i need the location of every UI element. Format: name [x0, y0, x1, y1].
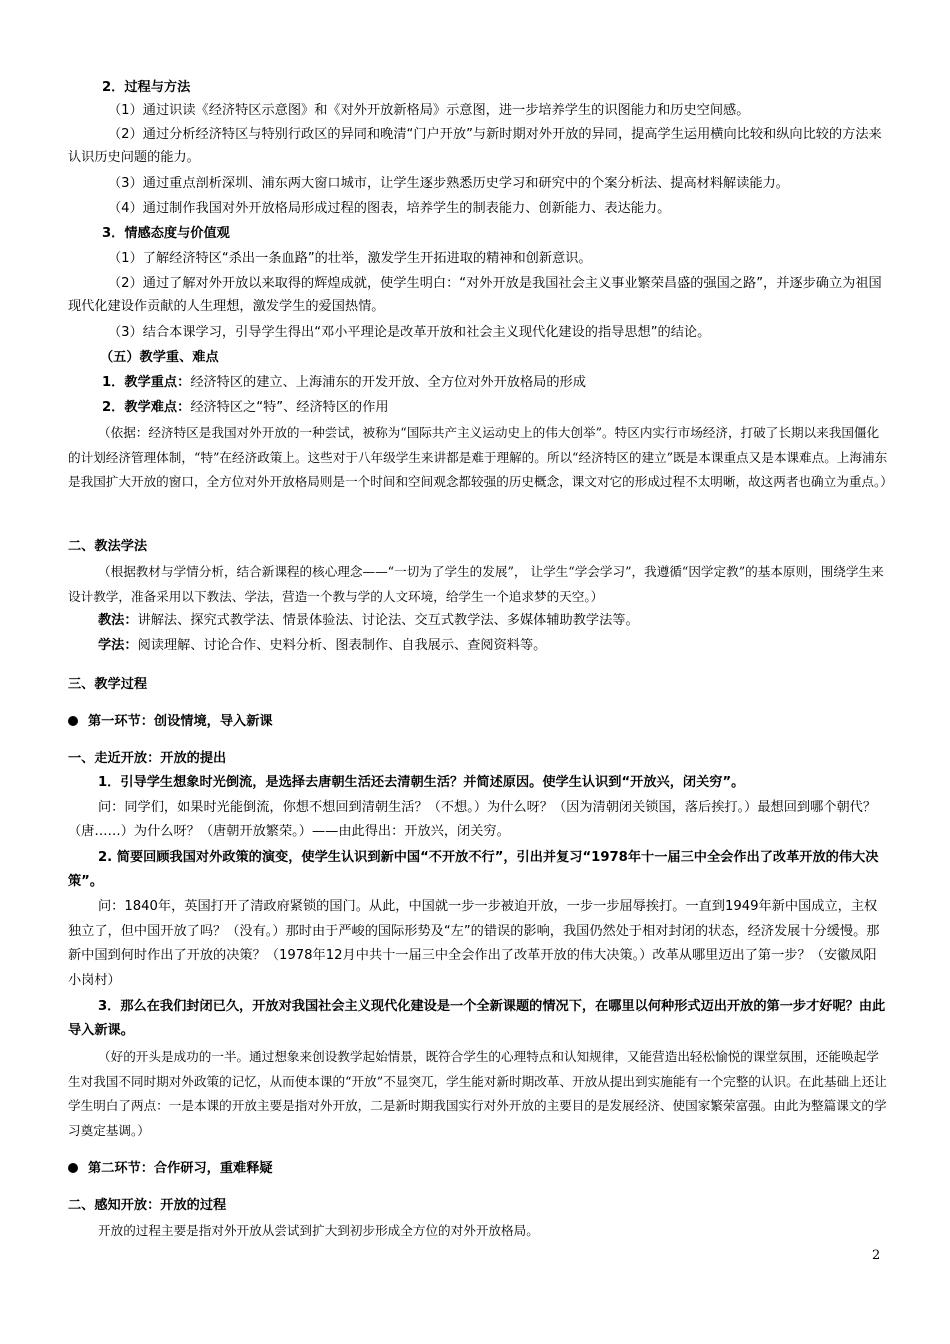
basis-note: （依据：经济特区是我国对外开放的一种尝试，被称为“国际共产主义运动史上的伟大创举”。特区内实行市场经济，打破了长期以来我国僵化的计划经济管理体制，“特”在经济政策上。这些对于八年级学生来讲都是难于理解的。所以“经济特区的建立”既是本课重点又是本课难点。上海浦东是我国扩大开放的窗口，全方位对外开放格局则是一个时间和空间观念都较强的历史概念，课文对它的形成过程不太明晰，故这两者也确立为重点。） [68, 425, 893, 489]
stage-1-title: 第一环节：创设情境，导入新课 [88, 714, 273, 729]
section-heading-methods: 二、教法学法 [68, 539, 148, 554]
stage-1-line [68, 710, 888, 733]
teaching-methods-text: 讲解法、探究式教学法、情景体验法、讨论法、交互式教学法、多媒体辅助教学法等。 [137, 613, 639, 628]
key-points-label: 1．教学重点： [102, 375, 191, 390]
key-points-line [102, 371, 888, 394]
methods-note: （根据教材与学情分析，结合新课程的核心理念——“一切为了学生的发展”， 让学生“学会学习”，我遵循“因学定教”的基本原则，围绕学生来设计教学，准备采用以下教法、学法，营造一个教与学的人文环境，给学生一个追求梦的天空。） [68, 564, 884, 604]
question-2: 2. 简要回顾我国对外政策的演变，使学生认识到新中国“不开放不行”，引出并复习“1978年十一届三中全会作出了改革开放的伟大决策”。 [68, 850, 879, 889]
stage-2-line [68, 1157, 888, 1180]
section-heading-process: 三、教学过程 [68, 677, 148, 692]
question-1: 1．引导学生想象时光倒流，是选择去唐朝生活还去清朝生活？并简述原因。使学生认识到“开放兴，闭关穷”。 [98, 775, 745, 790]
difficult-points-line [102, 396, 888, 419]
key-points-text: 经济特区的建立、上海浦东的开发开放、全方位对外开放格局的形成 [190, 375, 586, 390]
section-heading-process-method: 2．过程与方法 [102, 80, 191, 95]
difficult-points-text: 经济特区之“特”、经济特区的作用 [190, 400, 389, 415]
question-2-dialog: 问：1840年，英国打开了清政府紧锁的国门。从此，中国就一步一步被迫开放，一步一步屈辱挨打。一直到1949年新中国成立，主权独立了，但中国开放了吗？（没有。）那时由于严峻的国际形势及“左”的错误的影响，我国仍然处于相对封闭的状态，经济发展十分缓慢。那新中国到何时作出了开放的决策？（1978年12月中共十一届三中全会作出了改革开放的伟大决策。）改革从哪里迈出了第一步？（安徽凤阳小岗村） [68, 899, 880, 988]
question-3-note: （好的开头是成功的一半。通过想象来创设教学起始情景，既符合学生的心理特点和认知规律，又能营造出轻松愉悦的课堂氛围，还能唤起学生对我国不同时期对外政策的记忆，从而使本课的“开放”不显突兀，学生能对新时期改革、开放从提出到实施能有一个完整的认识。在此基础上还让学生明白了两点：一是本课的开放主要是指对外开放，二是新时期我国实行对外开放的主要目的是发展经济、使国家繁荣富强。由此为整篇课文的学习奠定基调。） [68, 1049, 887, 1138]
part-2-text: 开放的过程主要是指对外开放从尝试到扩大到初步形成全方位的对外开放格局。 [98, 1223, 539, 1238]
teaching-methods-line [98, 609, 888, 632]
page-number: 2 [872, 1248, 881, 1263]
question-1-dialog: 问：同学们，如果时光能倒流，你想不想回到清朝生活？（不想。）为什么呀？（因为清朝闭关锁国，落后挨打。）最想回到哪个朝代？（唐……）为什么呀？（唐朝开放繁荣。）——由此得出：开放兴，闭关穷。 [68, 800, 877, 839]
part-2-heading: 二、感知开放：开放的过程 [68, 1198, 227, 1213]
section-heading-values: 3．情感态度与价值观 [102, 226, 230, 241]
paragraph-s3-3: （3）结合本课学习，引导学生得出“邓小平理论是改革开放和社会主义现代化建设的指导思想”的结论。 [108, 325, 711, 340]
difficult-points-label: 2．教学难点： [102, 400, 191, 415]
paragraph-s2-2: （2）通过分析经济特区与特别行政区的异同和晚清“门户开放”与新时期对外开放的异同，提高学生运用横向比较和纵向比较的方法来认识历史问题的能力。 [68, 127, 882, 165]
stage-2-title: 第二环节：合作研习，重难释疑 [88, 1161, 273, 1176]
teaching-methods-label: 教法： [98, 613, 138, 628]
learning-methods-line [98, 634, 888, 657]
part-1-heading: 一、走近开放：开放的提出 [68, 751, 227, 766]
paragraph-s2-1: （1）通过识读《经济特区示意图》和《对外开放新格局》示意图，进一步培养学生的识图能力和历史空间感。 [108, 103, 750, 118]
question-3: 3．那么在我们封闭已久，开放对我国社会主义现代化建设是一个全新课题的情况下，在哪里以何种形式迈出开放的第一步才好呢？由此导入新课。 [68, 999, 886, 1038]
paragraph-s3-2: （2）通过了解对外开放以来取得的辉煌成就，使学生明白：“对外开放是我国社会主义事业繁荣昌盛的强国之路”，并逐步确立为祖国现代化建设作贡献的人生理想，激发学生的爱国热情。 [68, 276, 882, 314]
bullet-icon [68, 716, 78, 726]
paragraph-s2-4: （4）通过制作我国对外开放格局形成过程的图表，培养学生的制表能力、创新能力、表达能力。 [108, 201, 671, 216]
bullet-icon [68, 1163, 78, 1173]
paragraph-s3-1: （1）了解经济特区“杀出一条血路”的壮举，激发学生开拓进取的精神和创新意识。 [108, 251, 592, 266]
paragraph-s2-3: （3）通过重点剖析深圳、浦东两大窗口城市，让学生逐步熟悉历史学习和研究中的个案分析法、提高材料解读能力。 [108, 176, 789, 191]
learning-methods-text: 阅读理解、讨论合作、史料分析、图表制作、自我展示、查阅资料等。 [137, 638, 547, 653]
section-heading-key-difficult: （五）教学重、难点 [100, 350, 219, 365]
learning-methods-label: 学法： [98, 638, 138, 653]
